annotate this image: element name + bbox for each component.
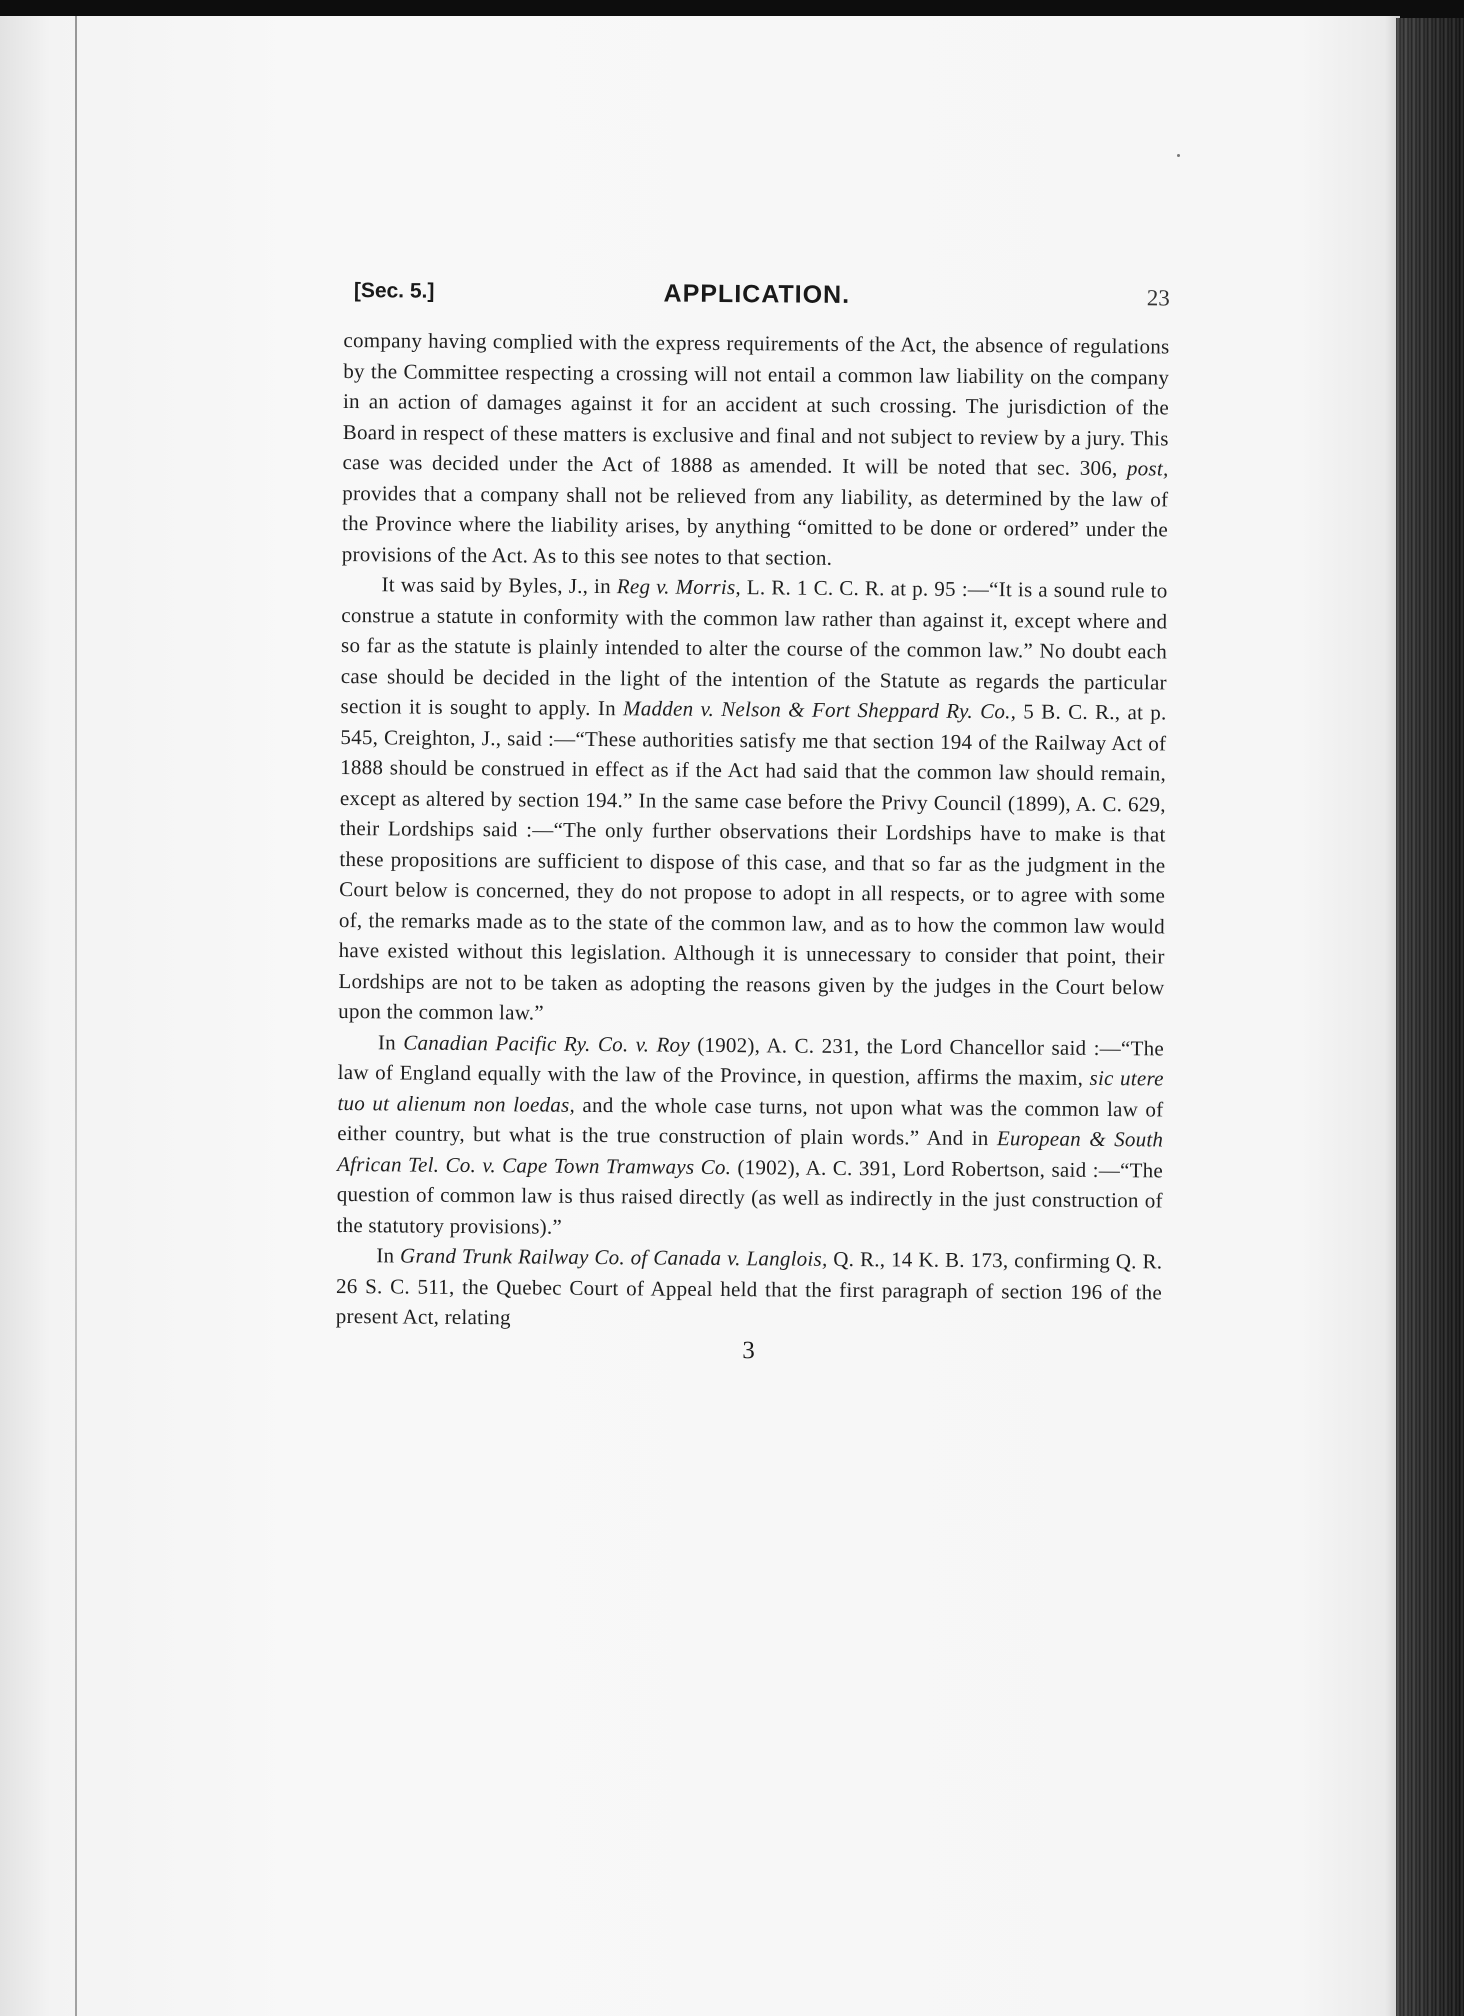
gutter-line xyxy=(75,16,77,2016)
page-title: APPLICATION. xyxy=(663,279,851,309)
paragraph-canadian-pacific xyxy=(336,1026,1164,1246)
text-run: Q. R., 14 K. B. 173, confirming Q. R. 26 S. C. 511, the Quebec Court of Appeal held that the first paragraph of section 196 of the present Act, relating xyxy=(335,1246,1163,1330)
text-run: In xyxy=(377,1029,404,1054)
text-run: 5 B. C. R., at p. 545, Creighton, J., said :—“These authorities satisfy me that section 194 of the Railway Act of 1888 should be construed in effect as if the Act had said that the common law should remain, except as altered by section 194.” In the same case before the Privy Council (1899), A. C. 629, their Lordships said :—“The only further observations their Lordships have to make is that these propositions are sufficient to dispose of this case, and that so far as the judgment in the Court below is concerned, they do not propose to adopt in all respects, or to agree with some of, the remarks made as to the state of the common law, and as to how the common law would have existed without this legislation. Although it is unnecessary to consider that point, their Lordships are not to be taken as adopting the reasons given by the judges in the Court below upon the common law.” xyxy=(338,699,1167,1025)
text-run: (1902), A. C. 231, the Lord Chancellor said :—“The law of England equally with the law of the Province, in question, affirms the maxim, xyxy=(337,1032,1165,1090)
case-citation: sic utere tuo ut alienum non loedas, xyxy=(337,1065,1164,1117)
case-citation: post, xyxy=(1126,456,1169,481)
case-citation: Grand Trunk Railway Co. of Canada v. Langlois, xyxy=(400,1243,828,1271)
section-reference: [Sec. 5.] xyxy=(353,279,435,303)
running-head xyxy=(344,275,1170,329)
page-content xyxy=(335,275,1170,1368)
paragraph-grand-trunk xyxy=(336,1240,1163,1338)
signature-mark: 3 xyxy=(742,1336,755,1364)
case-citation: European & South African Tel. Co. v. Cape Town Tramways Co. xyxy=(336,1126,1164,1179)
case-citation: Canadian Pacific Ry. Co. v. Roy xyxy=(403,1029,691,1057)
text-run: In xyxy=(376,1243,401,1268)
text-run: L. R. 1 C. C. R. at p. 95 :—“It is a sound rule to construe a statute in conformity with the common law rather than against it, except where and so far as the statute is plainly intended to alter the course of the common law.” No doubt each case should be decided in the light of the intention of the Statute as regards the particular section it is sought to apply. In xyxy=(340,575,1168,721)
dust-speck xyxy=(1177,154,1180,157)
text-run: provides that a company shall not be relieved from any liability, as determined by the law of the Province where the liability arises, by anything “omitted to be done or ordered” under the provisions of the Act. As to this see notes to that section. xyxy=(341,480,1169,570)
paragraph-byles xyxy=(338,569,1168,1033)
text-run: (1902), A. C. 391, Lord Robertson, said :—“The question of common law is thus raised directly (as well as indirectly in the just construction of the statutory provisions).” xyxy=(336,1154,1164,1239)
text-run: It was said by Byles, J., in xyxy=(381,572,617,599)
case-citation: Reg v. Morris, xyxy=(616,574,742,600)
text-run: company having complied with the express requirements of the Act, the absence of regulations by the Committee respecting a crossing will not entail a common law liability on the company in an action of damages against it for an accident at such crossing. The jurisdiction of the Board in respect of these matters is exclusive and final and not subject to review by a jury. This case was decided under the Act of 1888 as amended. It will be noted that sec. 306, xyxy=(342,327,1170,481)
book-page-edges-shade xyxy=(1396,18,1464,2016)
case-citation: Madden v. Nelson & Fort Sheppard Ry. Co., xyxy=(622,696,1017,724)
page-number: 23 xyxy=(1146,285,1170,311)
text-run: and the whole case turns, not upon what was the common law of either country, but what is the true construction of plain words.” And in xyxy=(337,1092,1164,1151)
paragraph-continuation xyxy=(342,325,1170,575)
